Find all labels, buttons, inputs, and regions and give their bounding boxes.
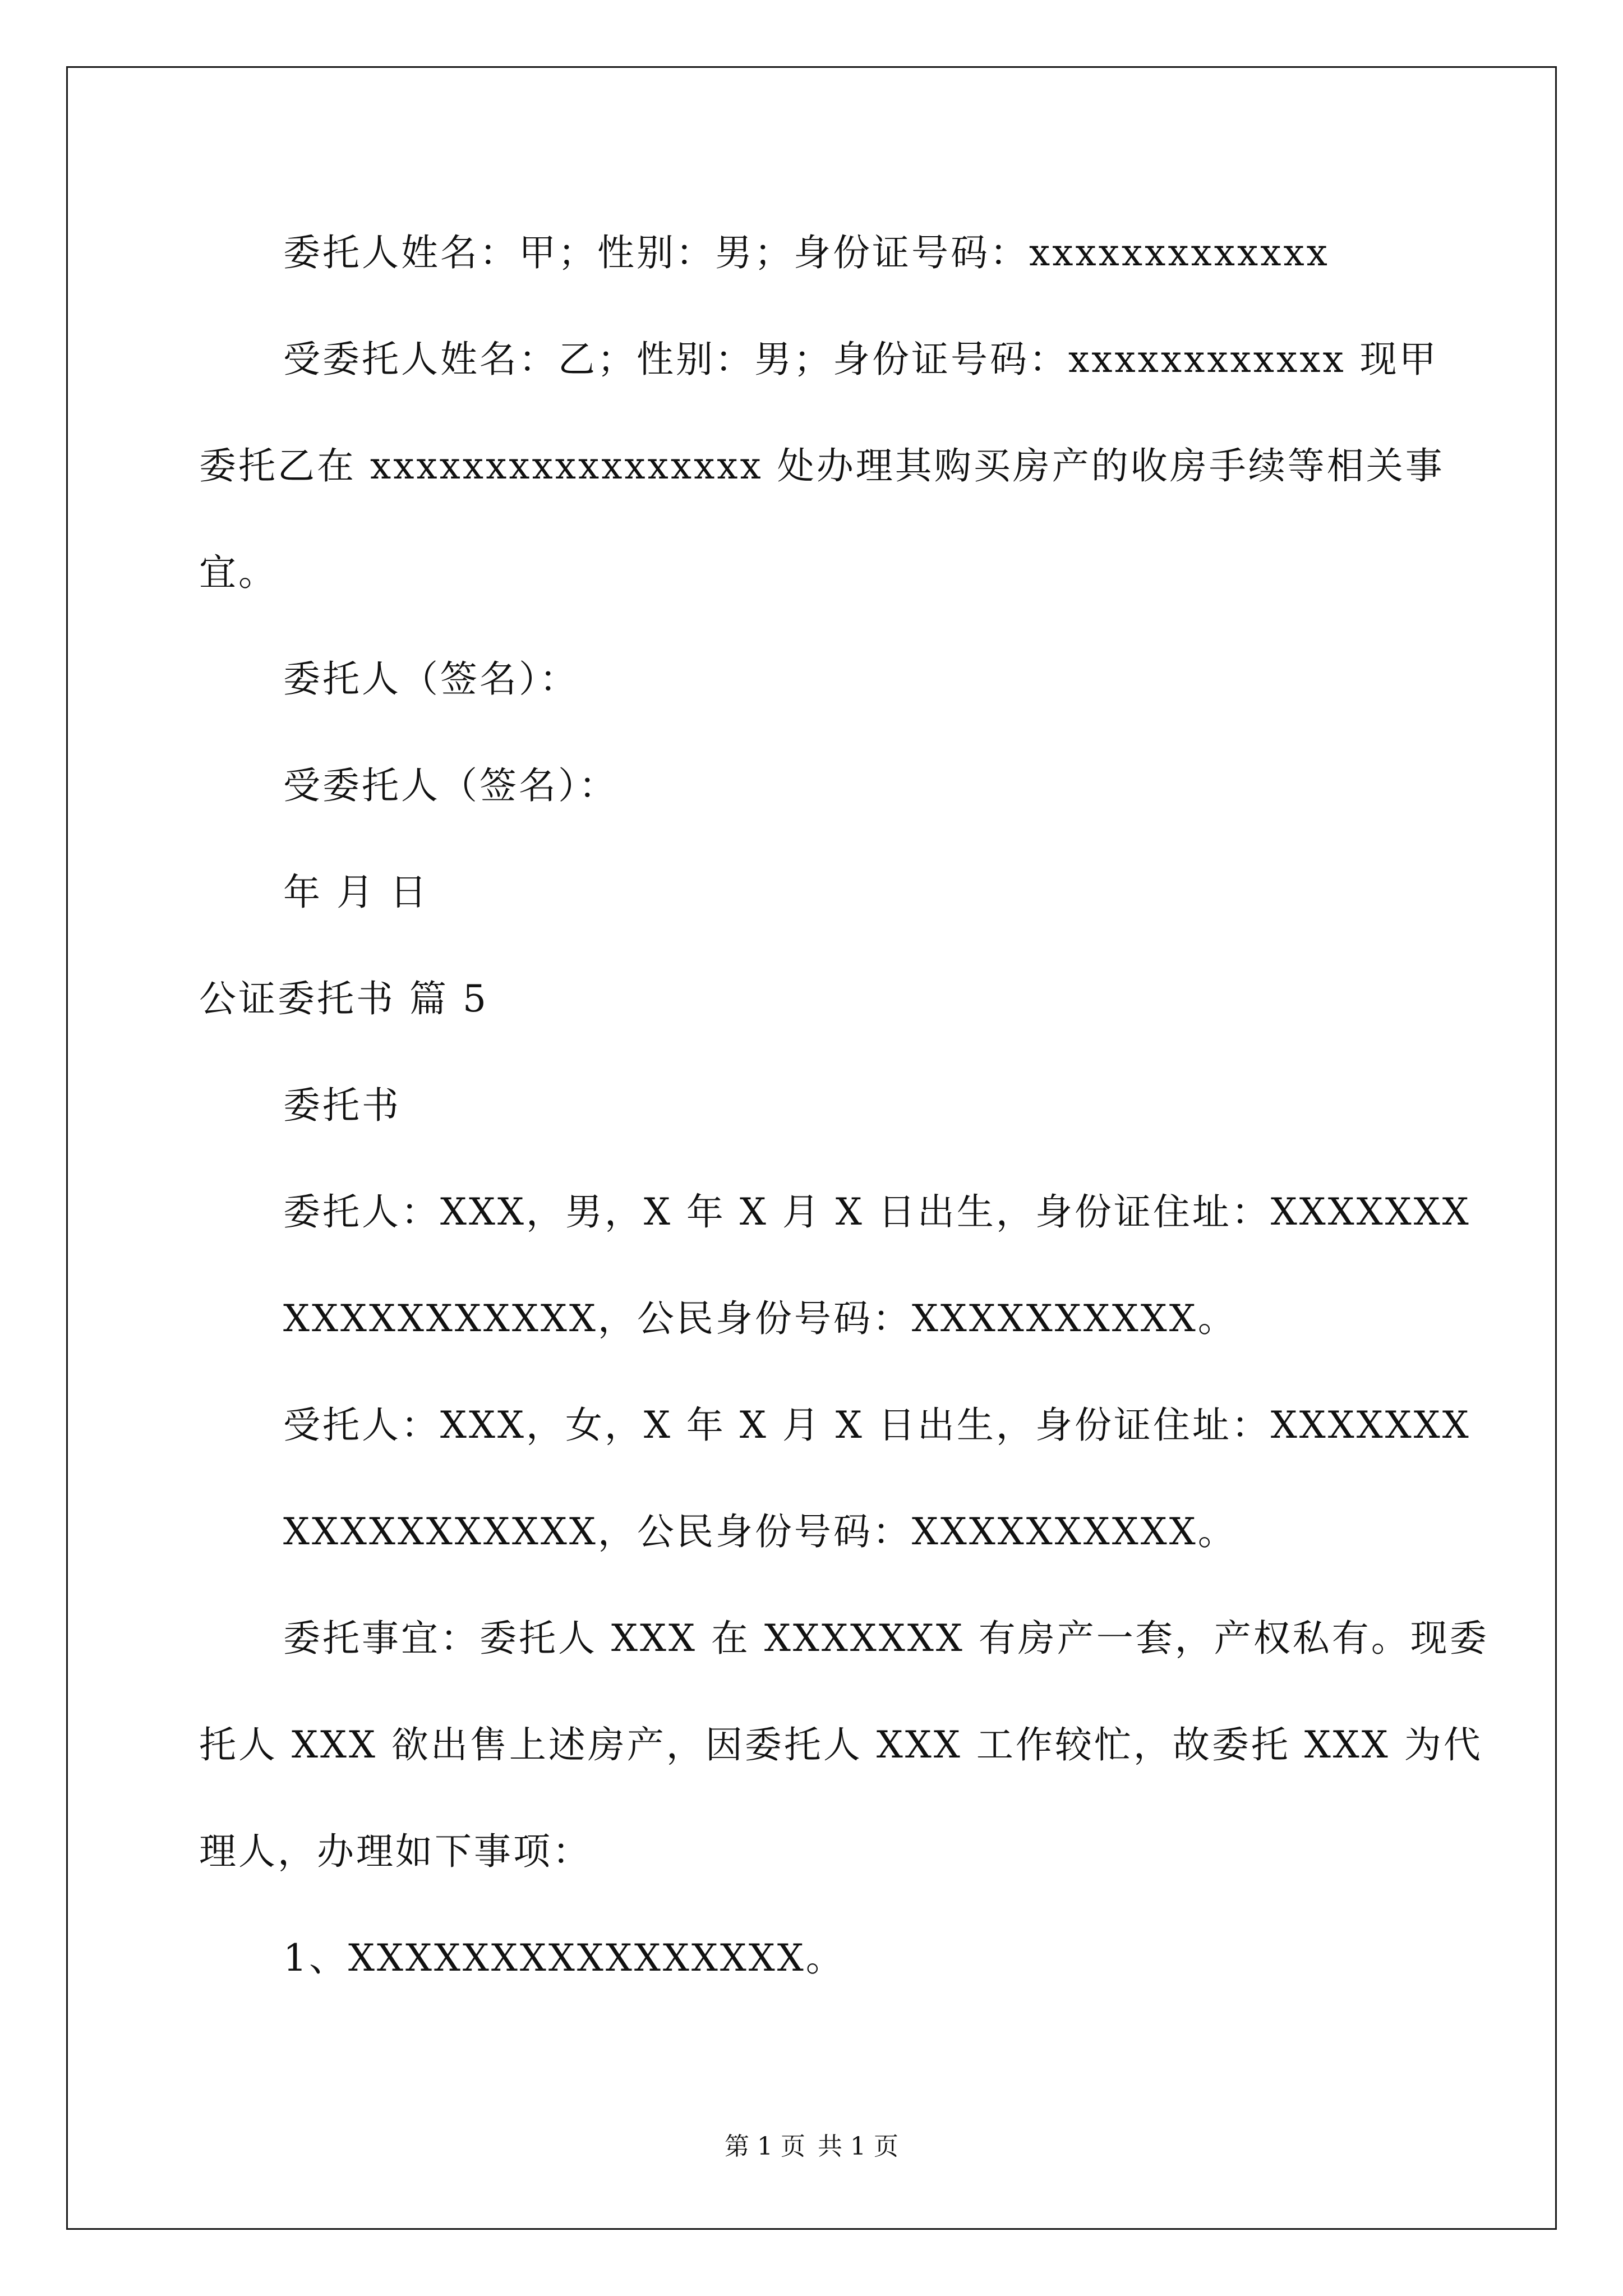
principal-id-line: XXXXXXXXXXX，公民身份号码：XXXXXXXXXX。 — [283, 1297, 1237, 1340]
principal-details-line: 委托人：XXX，男，X 年 X 月 X 日出生，身份证住址：XXXXXXX — [283, 1190, 1471, 1234]
list-item-1: 1、XXXXXXXXXXXXXXXX。 — [283, 1936, 845, 1980]
trustee-details-line: 受托人：XXX，女，X 年 X 月 X 日出生，身份证住址：XXXXXXX — [283, 1404, 1471, 1447]
agent-info-line: 受委托人姓名：乙；性别：男；身份证号码：xxxxxxxxxxxx 现甲 — [283, 338, 1438, 381]
date-line: 年 月 日 — [283, 871, 429, 914]
entrust-matter-end-line: 宜。 — [199, 551, 278, 594]
page-number: 第 1 页 — [725, 2132, 805, 2161]
principal-info-line: 委托人姓名：甲；性别：男；身份证号码：xxxxxxxxxxxxx — [283, 231, 1330, 274]
principal-signature-line: 委托人（签名）： — [283, 657, 579, 701]
page-border — [66, 66, 1557, 2230]
page-total: 共 1 页 — [818, 2132, 898, 2161]
page-footer — [0, 2134, 1623, 2159]
entrust-matters-line-2: 托人 XXX 欲出售上述房产，因委托人 XXX 工作较忙，故委托 XXX 为代 — [199, 1723, 1483, 1766]
document-title: 委托书 — [283, 1084, 401, 1127]
entrust-matter-line: 委托乙在 xxxxxxxxxxxxxxxxx 处办理其购买房产的收房手续等相关事 — [199, 444, 1445, 487]
entrust-matters-line-3: 理人，办理如下事项： — [199, 1830, 592, 1873]
entrust-matters-line-1: 委托事宜：委托人 XXX 在 XXXXXXX 有房产一套，产权私有。现委 — [283, 1617, 1489, 1660]
trustee-id-line: XXXXXXXXXXX，公民身份号码：XXXXXXXXXX。 — [283, 1510, 1237, 1553]
agent-signature-line: 受委托人（签名）： — [283, 764, 618, 807]
section-heading: 公证委托书 篇 5 — [199, 977, 488, 1020]
